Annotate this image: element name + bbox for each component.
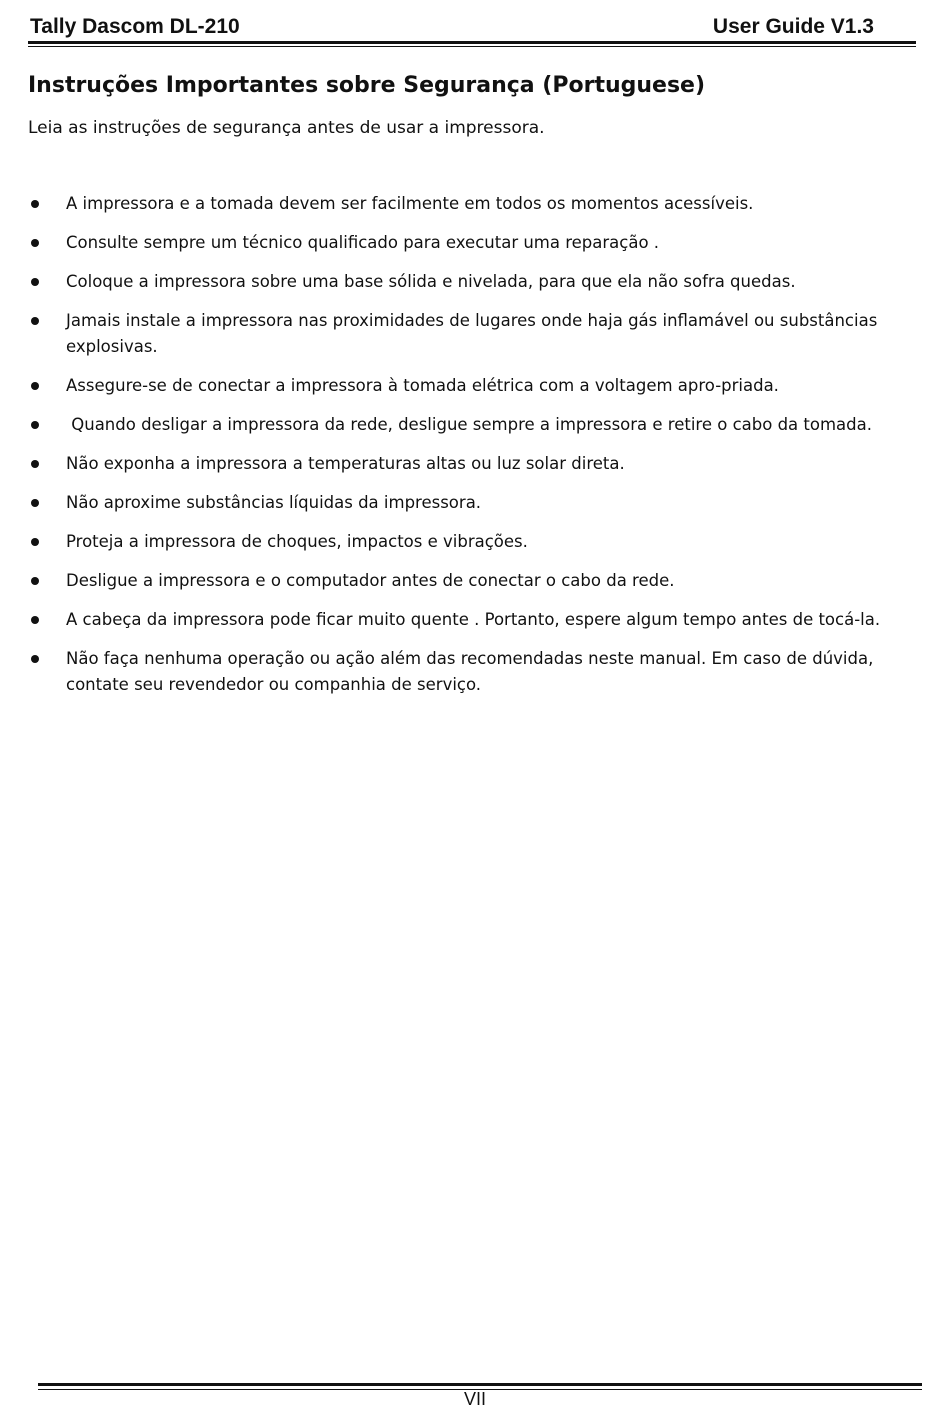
list-item-text: Consulte sempre um técnico qualificado para executar uma reparação . bbox=[66, 233, 660, 252]
list-item-text: A impressora e a tomada devem ser facilmente em todos os momentos acessíveis. bbox=[66, 194, 754, 213]
footer-rule-thick bbox=[38, 1383, 922, 1386]
header-guide-version: User Guide V1.3 bbox=[712, 15, 874, 38]
bullet-icon bbox=[31, 317, 39, 325]
list-item-text: Não exponha a impressora a temperaturas altas ou luz solar direta. bbox=[66, 454, 625, 473]
list-item bbox=[28, 269, 920, 295]
page-number: VII bbox=[463, 1389, 486, 1409]
list-item-text: Desligue a impressora e o computador antes de conectar o cabo da rede. bbox=[66, 571, 675, 590]
list-item-text: Assegure-se de conectar a impressora à tomada elétrica com a voltagem apro-priada. bbox=[66, 376, 779, 395]
bullet-icon bbox=[31, 655, 39, 663]
list-item-text: Não faça nenhuma operação ou ação além das recomendadas neste manual. Em caso de dúvida, contate seu revendedor ou companhia de serviço. bbox=[66, 649, 874, 694]
list-item-text: Proteja a impressora de choques, impactos e vibrações. bbox=[66, 532, 528, 551]
list-item-text: Jamais instale a impressora nas proximidades de lugares onde haja gás inflamável ou substâncias explosivas. bbox=[66, 311, 878, 356]
list-item bbox=[28, 412, 920, 438]
list-item bbox=[28, 529, 920, 555]
bullet-icon bbox=[31, 616, 39, 624]
list-item bbox=[28, 451, 920, 477]
page-title: Instruções Importantes sobre Segurança (Portuguese) bbox=[28, 73, 706, 98]
list-item bbox=[28, 490, 920, 516]
bullet-icon bbox=[31, 421, 39, 429]
header-product-name: Tally Dascom DL-210 bbox=[30, 15, 240, 38]
list-item-text: Não aproxime substâncias líquidas da impressora. bbox=[66, 493, 482, 512]
list-item bbox=[28, 230, 920, 256]
bullet-icon bbox=[31, 499, 39, 507]
header-rule-thin bbox=[28, 46, 916, 47]
intro-paragraph: Leia as instruções de segurança antes de usar a impressora. bbox=[28, 118, 545, 138]
list-item-text: Coloque a impressora sobre uma base sólida e nivelada, para que ela não sofra quedas. bbox=[66, 272, 796, 291]
bullet-icon bbox=[31, 200, 39, 208]
list-item bbox=[28, 607, 920, 633]
bullet-icon bbox=[31, 538, 39, 546]
list-item bbox=[28, 191, 920, 217]
list-item bbox=[28, 373, 920, 399]
header-rule-thick bbox=[28, 41, 916, 44]
list-item bbox=[28, 568, 920, 594]
bullet-icon bbox=[31, 577, 39, 585]
page-header bbox=[30, 12, 912, 42]
list-item-text: A cabeça da impressora pode ficar muito quente . Portanto, espere algum tempo antes de tocá-la. bbox=[66, 610, 881, 629]
list-item bbox=[28, 308, 920, 360]
list-item bbox=[28, 646, 920, 698]
list-item-text: Quando desligar a impressora da rede, desligue sempre a impressora e retire o cabo da tomada. bbox=[66, 415, 872, 434]
bullet-icon bbox=[31, 239, 39, 247]
safety-instructions-list bbox=[28, 191, 920, 711]
bullet-icon bbox=[31, 382, 39, 390]
bullet-icon bbox=[31, 278, 39, 286]
bullet-icon bbox=[31, 460, 39, 468]
